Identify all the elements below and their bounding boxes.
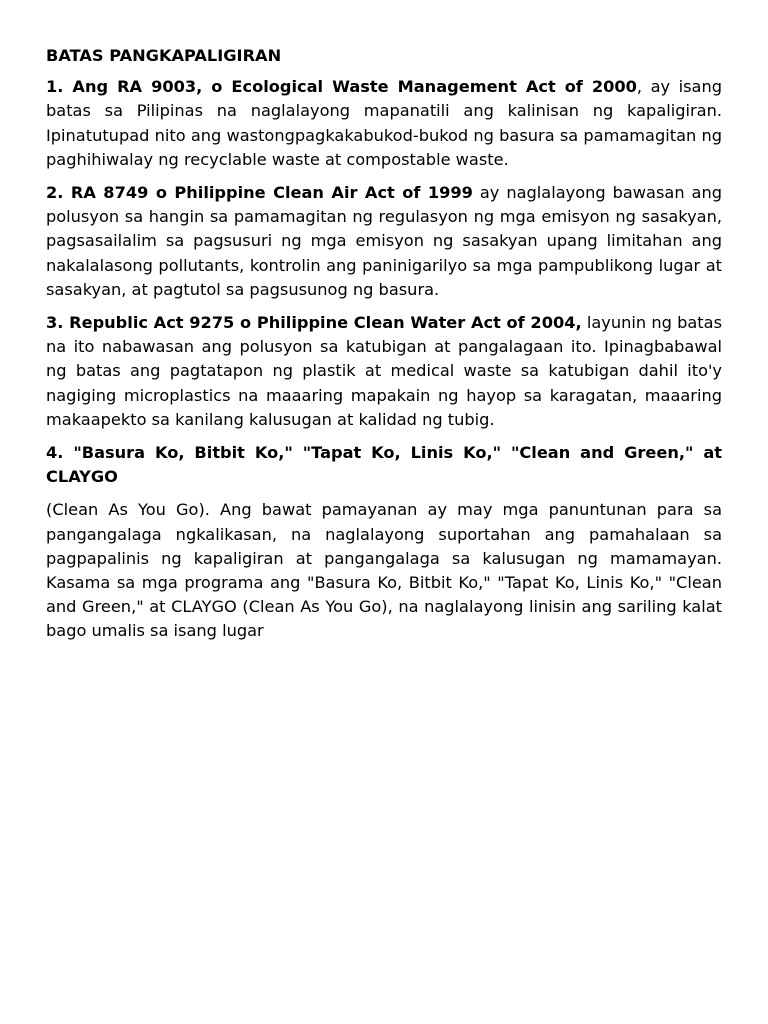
- law-item-1: [46, 75, 722, 172]
- law-item-4-text: (Clean As You Go). Ang bawat pamayanan ay may mga panuntunan para sa pangangalaga ngkalikasan, na naglalayong suportahan ang pamahalaan sa pagpapalinis ng kapaligiran at pangangalaga sa kalusugan ng mamamayan. Kasama sa mga programa ang "Basura Ko, Bitbit Ko," "Tapat Ko, Linis Ko," "Clean and Green," at CLAYGO (Clean As You Go), na naglalayong linisin ang sariling kalat bago umalis sa isang lugar: [46, 500, 722, 641]
- law-item-3-title: 3. Republic Act 9275 o Philippine Clean Water Act of 2004,: [46, 313, 582, 333]
- law-item-3-text: layunin ng batas na ito nabawasan ang polusyon sa katubigan at pangalagaan ito. Ipinagbabawal ng batas ang pagtatapon ng plastik at medical waste sa katubigan dahil ito'y nagiging microplastics na maaaring mapakain ng hayop sa karagatan, maaaring makaapekto sa kanilang kalusugan at kalidad ng tubig.: [46, 313, 723, 429]
- law-item-3: [46, 311, 722, 432]
- document-title: BATAS PANGKAPALIGIRAN: [46, 46, 282, 65]
- law-item-2: [46, 181, 722, 302]
- document-page: [46, 44, 722, 653]
- law-item-1-title: 1. Ang RA 9003, o Ecological Waste Management Act of 2000: [46, 77, 637, 97]
- law-item-2-text: ay naglalayong bawasan ang polusyon sa hangin sa pamamagitan ng regulasyon ng mga emisyon ng sasakyan, pagsasailalim sa pagsusuri ng mga emisyon ng sasakyan upang limitahan ang nakalalasong pollutants, kontrolin ang paninigarilyo sa mga pampublikong lugar at sasakyan, at pagtutol sa pagsusunog ng basura.: [46, 183, 722, 299]
- law-item-2-title: 2. RA 8749 o Philippine Clean Air Act of 1999: [46, 183, 473, 203]
- law-item-1-text: , ay isang batas sa Pilipinas na naglalayong mapanatili ang kalinisan ng kapaligiran. Ipinatutupad nito ang wastongpagkakabukod-bukod ng basura sa pamamagitan ng paghihiwalay ng recyclable waste at compostable waste.: [46, 77, 722, 169]
- law-item-4-title: 4. "Basura Ko, Bitbit Ko," "Tapat Ko, Linis Ko," "Clean and Green," at CLAYGO: [46, 443, 722, 487]
